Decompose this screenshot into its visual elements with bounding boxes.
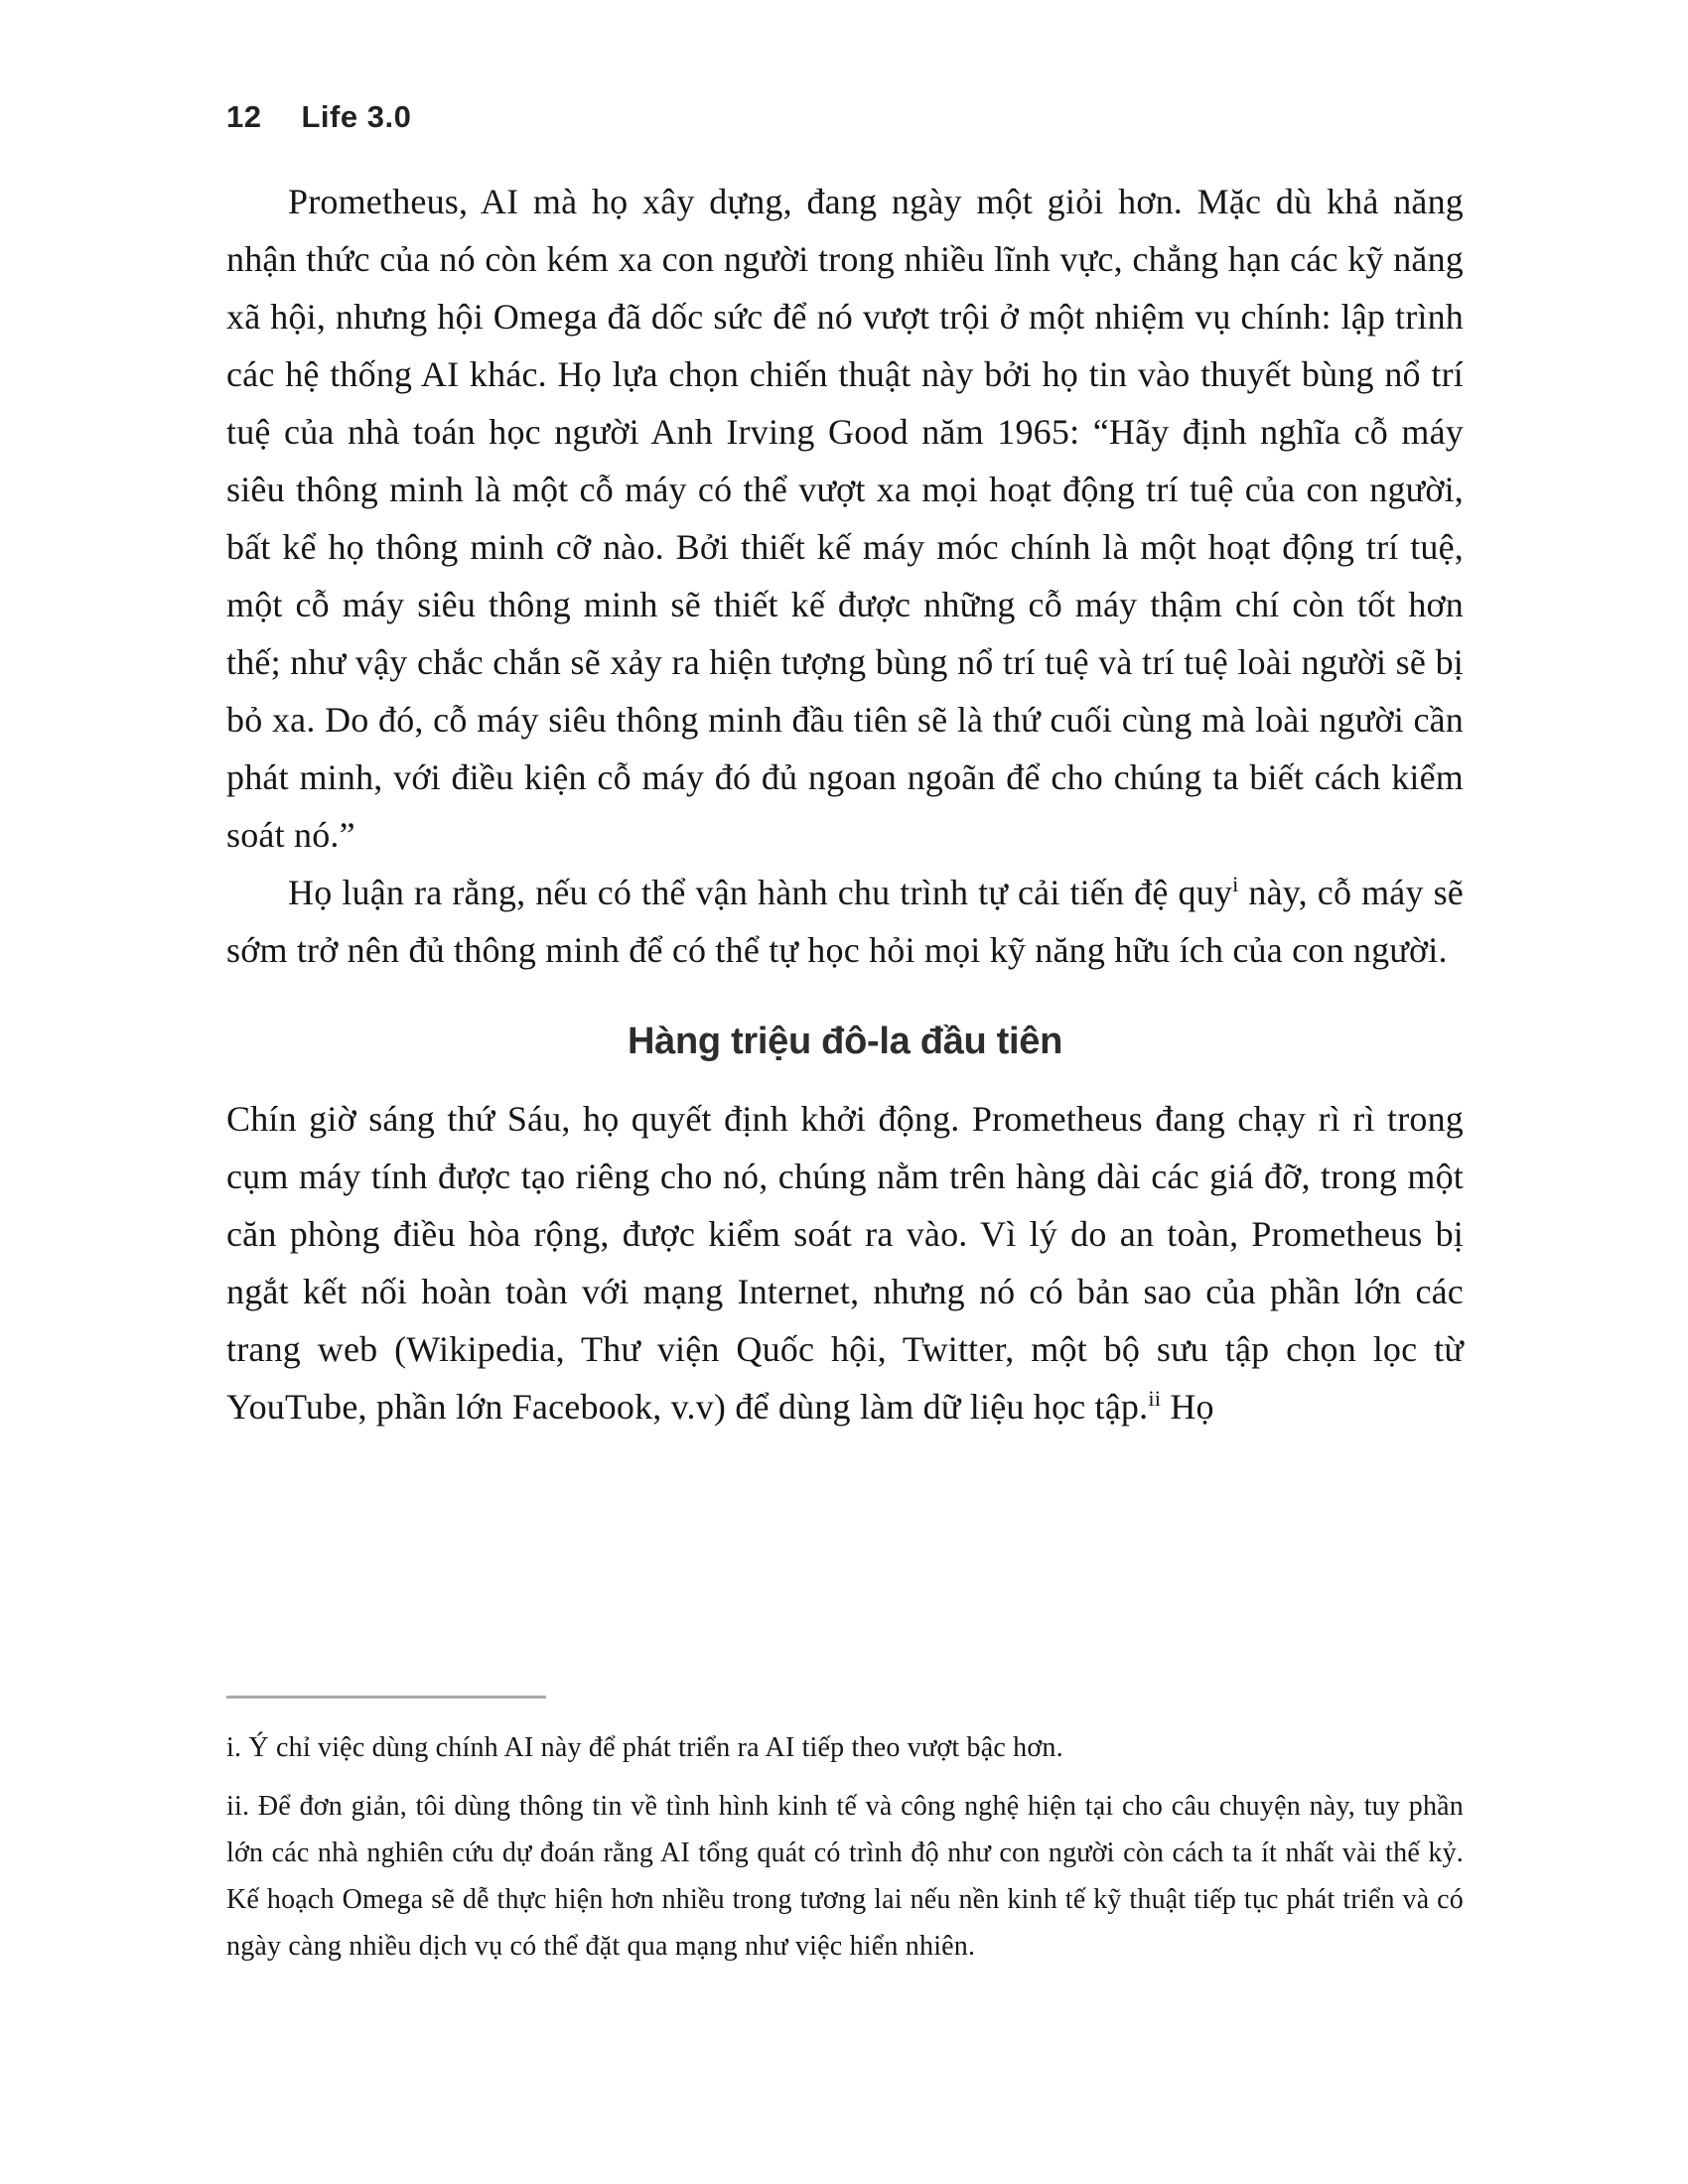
footnote-reference-ii: ii [1148,1386,1162,1411]
paragraph-3-text-before-note: Chín giờ sáng thứ Sáu, họ quyết định khởi động. Prometheus đang chạy rì rì trong cụm máy tính được tạo riêng cho nó, chúng nằm trên hàng dài các giá đỡ, trong một căn phòng điều hòa rộng, được kiểm soát ra vào. Vì lý do an toàn, Prometheus bị ngắt kết nối hoàn toàn với mạng Internet, nhưng nó có bản sao của phần lớn các trang web (Wikipedia, Thư viện Quốc hội, Twitter, một bộ sưu tập chọn lọc từ YouTube, phần lớn Facebook, v.v) để dùng làm dữ liệu học tập. [226,1099,1464,1427]
paragraph-3-text-after-note: Họ [1161,1387,1214,1427]
running-title: Life 3.0 [301,99,412,134]
paragraph-2-text-after-note: này, cỗ máy sẽ sớm trở nên đủ thông minh để có thể tự học hỏi mọi kỹ năng hữu ích của con người. [226,873,1464,970]
footnote-divider-rule [226,1696,546,1699]
footnotes-section [226,1696,1464,1981]
footnote-i: i. Ý chỉ việc dùng chính AI này để phát triển ra AI tiếp theo vượt bậc hơn. [226,1732,1063,1763]
running-header [226,99,1464,135]
body-paragraph-1: Prometheus, AI mà họ xây dựng, đang ngày một giỏi hơn. Mặc dù khả năng nhận thức của nó còn kém xa con người trong nhiều lĩnh vực, chẳng hạn các kỹ năng xã hội, nhưng hội Omega đã dốc sức để nó vượt trội ở một nhiệm vụ chính: lập trình các hệ thống AI khác. Họ lựa chọn chiến thuật này bởi họ tin vào thuyết bùng nổ trí tuệ của nhà toán học người Anh Irving Good năm 1965: “Hãy định nghĩa cỗ máy siêu thông minh là một cỗ máy có thể vượt xa mọi hoạt động trí tuệ của con người, bất kể họ thông minh cỡ nào. Bởi thiết kế máy móc chính là một hoạt động trí tuệ, một cỗ máy siêu thông minh sẽ thiết kế được những cỗ máy thậm chí còn tốt hơn thế; như vậy chắc chắn sẽ xảy ra hiện tượng bùng nổ trí tuệ và trí tuệ loài người sẽ bị bỏ xa. Do đó, cỗ máy siêu thông minh đầu tiên sẽ là thứ cuối cùng mà loài người cần phát minh, với điều kiện cỗ máy đó đủ ngoan ngoãn để cho chúng ta biết cách kiểm soát nó.” [226,182,1464,855]
paragraph-2-text-before-note: Họ luận ra rằng, nếu có thể vận hành chu trình tự cải tiến đệ quy [288,873,1233,912]
page-number: 12 [226,99,262,134]
body-paragraph-2 [226,864,1464,979]
footnote-ii: ii. Để đơn giản, tôi dùng thông tin về tình hình kinh tế và công nghệ hiện tại cho câu chuyện này, tuy phần lớn các nhà nghiên cứu dự đoán rằng AI tổng quát có trình độ như con người còn cách ta ít nhất vài thế kỷ. Kế hoạch Omega sẽ dễ thực hiện hơn nhiều trong tương lai nếu nền kinh tế kỹ thuật tiếp tục phát triển và có ngày càng nhiều dịch vụ có thể đặt qua mạng như việc hiển nhiên. [226,1791,1464,1962]
section-heading: Hàng triệu đô-la đầu tiên [628,1021,1062,1062]
text-column [226,0,1464,1435]
body-paragraph-3 [226,1090,1464,1435]
footnote-reference-i: i [1232,872,1239,896]
